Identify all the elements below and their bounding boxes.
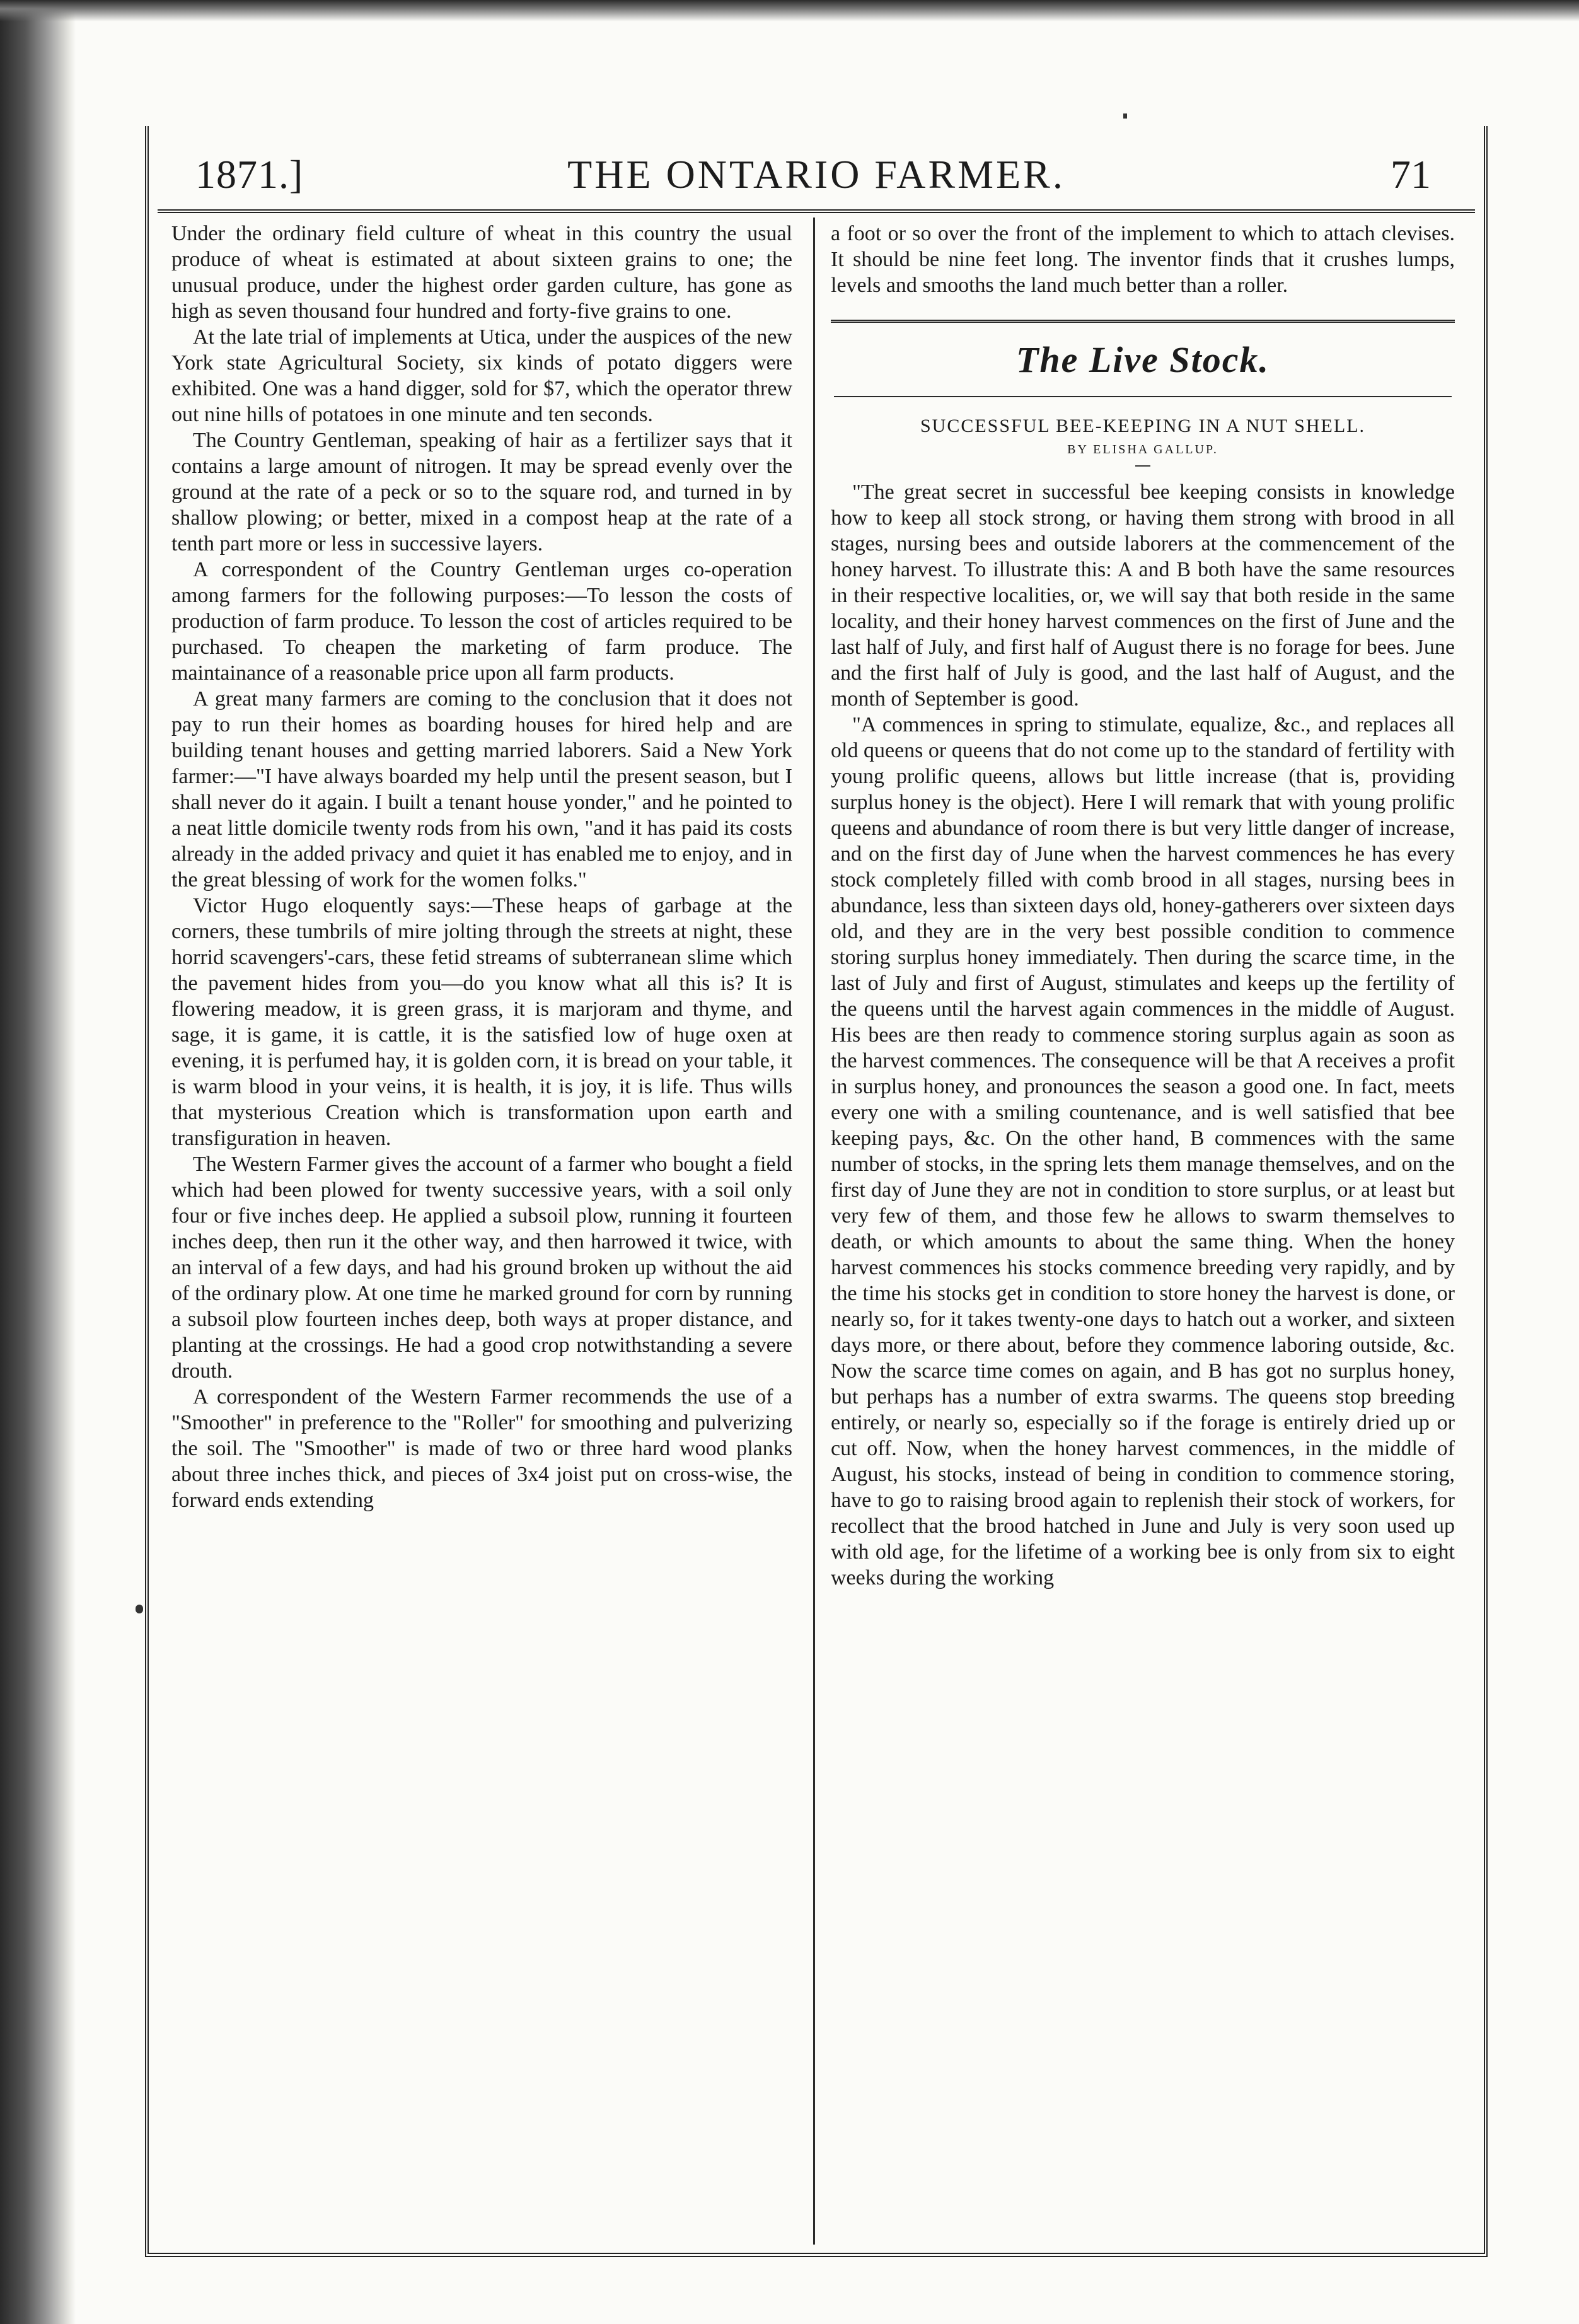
article-paragraph: At the late trial of implements at Utica, under the auspices of the new York state Agricultural Society, six kinds of potato diggers were exhibited. One was a hand digger, sold for $7, which the operator threw out nine hills of potatoes in one minute and ten seconds.: [171, 325, 792, 426]
article-title: SUCCESSFUL BEE-KEEPING IN A NUT SHELL.: [920, 415, 1366, 436]
newspaper-title: THE ONTARIO FARMER.: [567, 152, 1065, 197]
right-column: [831, 221, 1455, 1591]
section-sub-rule: [834, 396, 1452, 397]
byline-dash: [1135, 465, 1150, 467]
page-header: [158, 139, 1475, 214]
section-rule: [831, 320, 1455, 323]
article-paragraph: A correspondent of the Country Gentleman urges co-operation among farmers for the following purposes:—To lesson the costs of production of farm produce. To lesson the cost of articles required to be purchased. To cheapen the marketing of farm produce. The maintainance of a reasonable price upon all farm products.: [171, 558, 792, 685]
article-paragraph: "The great secret in successful bee keeping consists in knowledge how to keep all stock strong, or having them strong with brood in all stages, nursing bees and outside laborers at the commencement of the honey harvest. To illustrate this: A and B both have the same resources in their respective localities, or, we will say that both reside in the same locality, and their honey harvest commences on the first of June and the last half of July, and first half of August there is no forage for bees. June and the first half of July is good, and the last half of August, and the month of September is good.: [831, 480, 1455, 711]
article-paragraph: "A commences in spring to stimulate, equalize, &c., and replaces all old queens or queens that do not come up to the standard of fertility with young prolific queens, allows but little increase (that is, providing surplus honey is the object). Here I will remark that with young prolific queens and abundance of room there is but very little danger of increase, and on the first day of June when the harvest commences he has every stock completely filled with comb brood in all stages, nursing bees in abundance, less than sixteen days old, honey-gatherers over sixteen days old, and they are in the very best possible condition to commence storing surplus honey immediately. Then during the scarce time, in the last of July and first of August, stimulates and keeps up the fertility of the queens until the harvest again commences in the middle of August. His bees are then ready to commence storing surplus again as soon as the harvest commences. The consequence will be that A receives a profit in surplus honey, and pronounces the season a good one. In fact, meets every one with a smiling countenance, and is well satisfied that bee keeping pays, &c. On the other hand, B commences with the same number of stocks, in the spring lets them manage themselves, and on the first day of June they are not in condition to store surplus, or at least but very few of them, and those few he allows to swarm themselves to death, or which amounts to about the same thing. When the honey harvest commences his stocks commence breeding very rapidly, and by the time his stocks get in condition to store honey the harvest is done, or nearly so, for it takes twenty-one days to hatch out a worker, and sixteen days more, or there about, before they commence laboring outside, &c. Now the scarce time comes on again, and B has got no surplus honey, but perhaps has a number of extra swarms. The queens stop breeding entirely, or nearly so, especially so if the forage is entirely dried up or cut off. Now, when the honey harvest commences, in the middle of August, his stocks, instead of being in condition to commence storing, have to go to raising brood again to replenish their stock of workers, for recollect that the brood hatched in June and July is very soon used up with old age, for the lifetime of a working bee is only from six to eight weeks during the working: [831, 713, 1455, 1589]
section-heading: The Live Stock.: [1015, 339, 1270, 380]
article-paragraph: A great many farmers are coming to the conclusion that it does not pay to run their homes as boarding houses for hired help and are building tenant houses and getting married laborers. Said a New York farmer:—"I have always boarded my help until the present season, but I shall never do it again. I built a tenant house yonder," and he pointed to a neat little domicile twenty rods from his own, "and it has paid its costs already in the added privacy and quiet it has enabled me to enjoy, and in the great blessing of work for the women folks.": [171, 687, 792, 892]
article-paragraph: Under the ordinary field culture of wheat in this country the usual produce of wheat is estimated at about sixteen grains to one; the unusual produce, under the highest order garden culture, has gone as high as seven thousand four hundred and forty-five grains to one.: [171, 222, 792, 323]
scan-dark-edge: [0, 0, 76, 2324]
article-paragraph: Victor Hugo eloquently says:—These heaps of garbage at the corners, these tumbrils of mire jolting through the streets at night, these horrid scavengers'-cars, these fetid streams of subterranean slime which the pavement hides from you—do you know what all this is? It is flowering meadow, it is green grass, it is marjoram and thyme, and sage, it is game, it is cattle, it is the satisfied low of huge oxen at evening, it is perfumed hay, it is golden corn, it is bread on your table, it is warm blood in your veins, it is health, it is joy, it is life. Thus wills that mysterious Creation which is transformation upon earth and transfiguration in heaven.: [171, 894, 792, 1150]
left-column: [171, 221, 792, 1513]
article-paragraph: A correspondent of the Western Farmer recommends the use of a "Smoother" in preference to the "Roller" for smoothing and pulverizing the soil. The "Smoother" is made of two or three hard wood planks about three inches thick, and pieces of 3x4 joist put on cross-wise, the forward ends extending: [171, 1385, 792, 1512]
scan-mark: [1123, 113, 1127, 119]
page-number: 71: [1391, 152, 1431, 197]
column-divider: [813, 218, 815, 2245]
article-paragraph: The Western Farmer gives the account of a farmer who bought a field which had been plowed for twenty successive years, with a soil only four or five inches deep. He applied a subsoil plow, running it fourteen inches deep, then run it the other way, and then harrowed it twice, with an interval of a few days, and had his ground broken up without the aid of the ordinary plow. At one time he marked ground for corn by running a subsoil plow fourteen inches deep, both ways at proper distance, and planting at the crossings. He had a good crop notwithstanding a severe drouth.: [171, 1153, 792, 1383]
scan-mark: [136, 1605, 143, 1613]
article-paragraph: The Country Gentleman, speaking of hair as a fertilizer says that it contains a large amount of nitrogen. It may be spread evenly over the ground at the rate of a peck or so to the square rod, and turned in by shallow plowing; or better, mixed in a compost heap at the rate of a tenth part more or less in successive layers.: [171, 429, 792, 555]
scan-top-edge: [0, 0, 1579, 21]
article-byline: BY ELISHA GALLUP.: [1067, 443, 1218, 456]
header-rule: [158, 209, 1475, 213]
header-year: 1871.]: [195, 152, 304, 197]
continued-paragraph: a foot or so over the front of the implement to which to attach clevises. It should be nine feet long. The inventor finds that it crushes lumps, levels and smooths the land much better than a roller.: [831, 222, 1455, 297]
